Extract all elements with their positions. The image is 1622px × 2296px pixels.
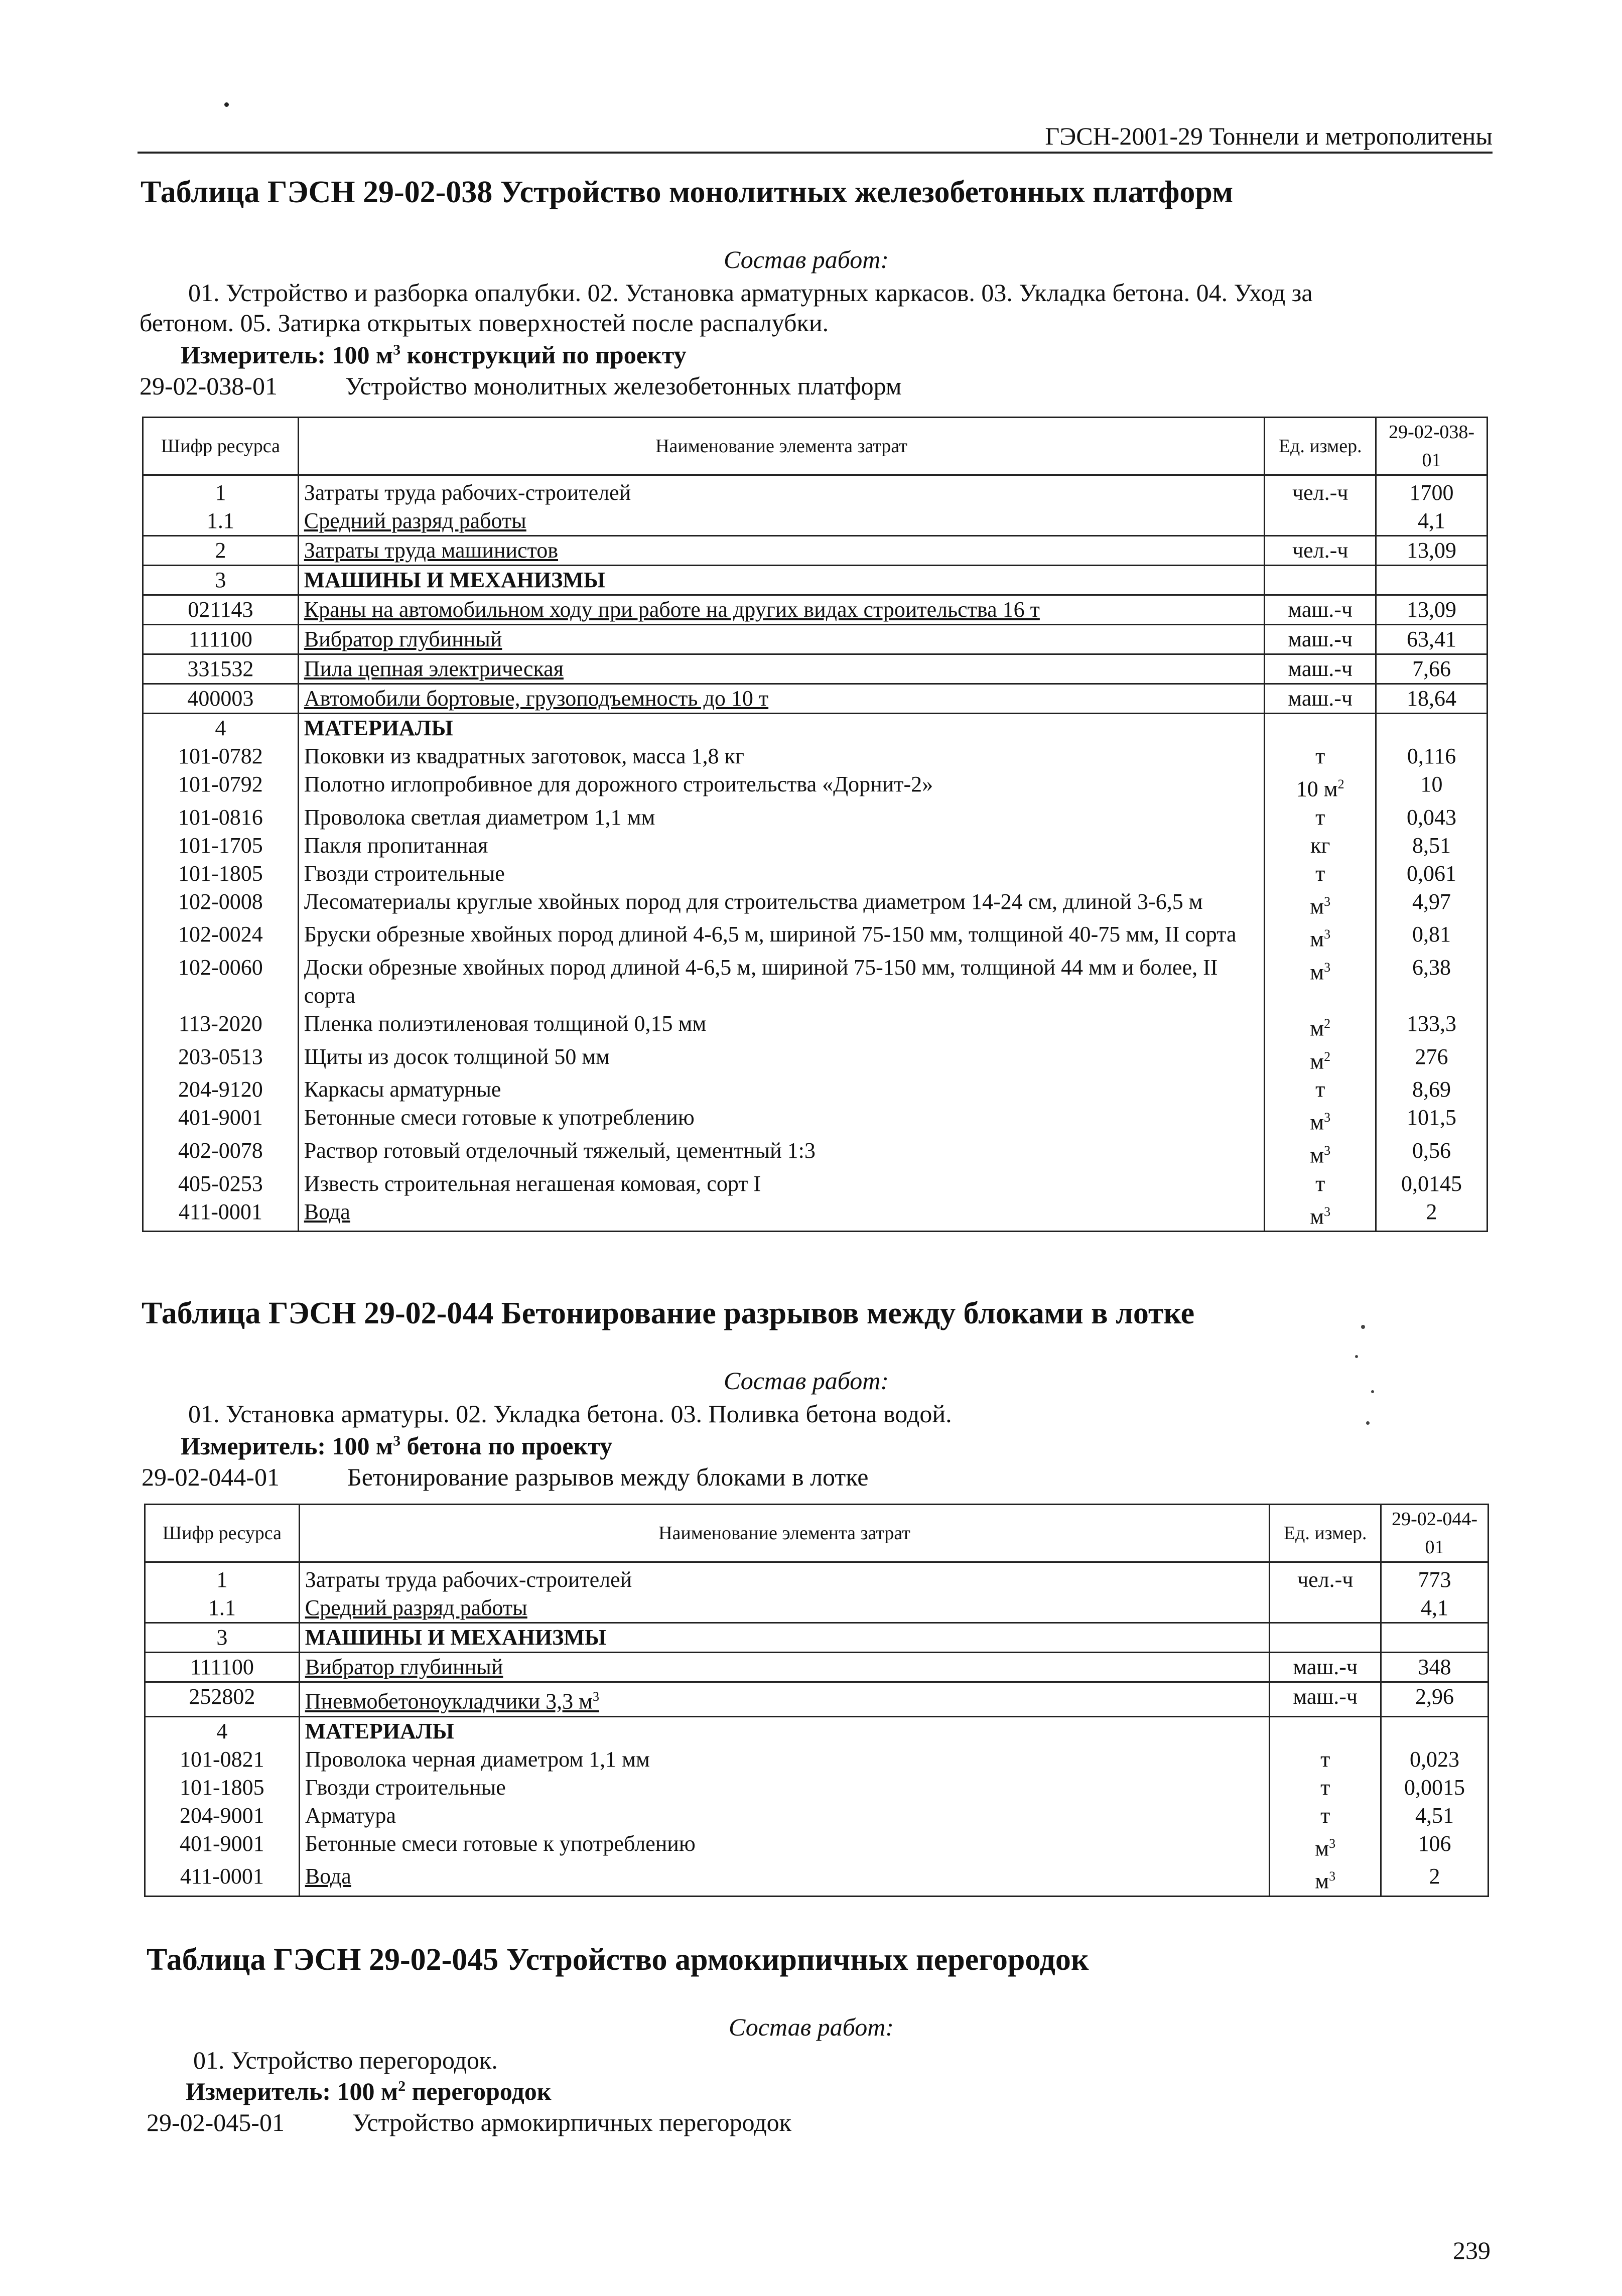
- table-row: [143, 954, 1488, 1010]
- cell-unit: маш.-ч: [1265, 595, 1376, 625]
- cell-value: 6,38: [1376, 954, 1488, 1010]
- cell-value: 8,51: [1376, 832, 1488, 860]
- cell-unit: маш.-ч: [1270, 1682, 1381, 1717]
- cell-cost-element: Затраты труда машинистов: [298, 536, 1265, 566]
- cell-value: 7,66: [1376, 654, 1488, 684]
- cell-value: 0,116: [1376, 742, 1488, 770]
- cell-resource-code: 401-9001: [145, 1830, 300, 1863]
- cell-resource-code: 101-0782: [143, 742, 299, 770]
- col-header-code: Шифр ресурса: [145, 1505, 300, 1562]
- cell-value: [1376, 714, 1488, 743]
- section2-code-name: Бетонирование разрывов между блоками в лотке: [347, 1463, 869, 1491]
- speck: [1371, 1390, 1374, 1393]
- speck: [224, 102, 229, 107]
- cell-cost-element: Затраты труда рабочих-строителей: [299, 1562, 1270, 1594]
- cell-value: 1700: [1376, 475, 1488, 507]
- cell-unit: т: [1265, 1075, 1376, 1104]
- section3-sostav-label: Состав работ:: [729, 2013, 894, 2041]
- cell-unit: маш.-ч: [1265, 684, 1376, 714]
- cell-resource-code: 4: [143, 714, 299, 743]
- cell-resource-code: 102-0060: [143, 954, 299, 1010]
- cell-cost-element: Щиты из досок толщиной 50 мм: [298, 1043, 1265, 1076]
- section3-code-line: [147, 2108, 791, 2137]
- cell-cost-element: Пила цепная электрическая: [298, 654, 1265, 684]
- cell-resource-code: 331532: [143, 654, 299, 684]
- cell-value: 8,69: [1376, 1075, 1488, 1104]
- cell-value: 18,64: [1376, 684, 1488, 714]
- section2-title: Таблица ГЭСН 29-02-044 Бетонирование разрывов между блоками в лотке: [142, 1296, 1195, 1330]
- cell-resource-code: 102-0024: [143, 920, 299, 954]
- measure-suffix: конструкций по проекту: [400, 341, 687, 369]
- cell-resource-code: 101-1705: [143, 832, 299, 860]
- table-row: [143, 654, 1488, 684]
- table-row: [145, 1653, 1489, 1682]
- table-row: [143, 684, 1488, 714]
- section2-table: [144, 1504, 1489, 1897]
- cell-cost-element: Проволока светлая диаметром 1,1 мм: [298, 803, 1265, 832]
- cell-cost-element: Вода: [299, 1862, 1270, 1896]
- cell-resource-code: 204-9001: [145, 1802, 300, 1830]
- col-header-name: Наименование элемента затрат: [299, 1505, 1270, 1562]
- cell-resource-code: 252802: [145, 1682, 300, 1717]
- table-row: [143, 714, 1488, 743]
- section3-code-name: Устройство армокирпичных перегородок: [352, 2108, 791, 2136]
- table-row: [143, 475, 1488, 507]
- table-row: [143, 1104, 1488, 1137]
- measure-suffix: бетона по проекту: [400, 1432, 613, 1460]
- cell-cost-element: Гвозди строительные: [298, 860, 1265, 888]
- cell-unit: $м^2$: [1265, 1043, 1376, 1076]
- cell-cost-element: Каркасы арматурные: [298, 1075, 1265, 1104]
- col-header-code: Шифр ресурса: [143, 418, 299, 475]
- cell-cost-element: Гвозди строительные: [299, 1774, 1270, 1802]
- cell-unit: [1270, 1716, 1381, 1745]
- cell-unit: т: [1270, 1774, 1381, 1802]
- cell-unit: $м^3$: [1270, 1830, 1381, 1863]
- section2-sostav-label: Состав работ:: [724, 1367, 889, 1395]
- cell-cost-element: Пленка полиэтиленовая толщиной 0,15 мм: [298, 1010, 1265, 1043]
- cell-unit: [1265, 714, 1376, 743]
- cell-unit: $м^3$: [1265, 920, 1376, 954]
- cell-unit: т: [1265, 860, 1376, 888]
- section1-works-line1: 01. Устройство и разборка опалубки. 02. Установка арматурных каркасов. 03. Укладка бетона. 04. Уход за: [188, 279, 1313, 307]
- col-header-name: Наименование элемента затрат: [298, 418, 1265, 475]
- cell-unit: т: [1270, 1745, 1381, 1774]
- cell-unit: т: [1265, 742, 1376, 770]
- section1-works-line2: бетоном. 05. Затирка открытых поверхностей после распалубки.: [140, 309, 829, 337]
- cell-unit: т: [1270, 1802, 1381, 1830]
- cell-resource-code: 101-0821: [145, 1745, 300, 1774]
- cell-value: 2: [1381, 1862, 1489, 1896]
- cell-value: 63,41: [1376, 625, 1488, 654]
- cell-unit: чел.-ч: [1270, 1562, 1381, 1594]
- table-row: [145, 1682, 1489, 1717]
- cell-cost-element: Средний разряд работы: [298, 507, 1265, 536]
- cell-value: 276: [1376, 1043, 1488, 1076]
- cell-unit: [1265, 566, 1376, 595]
- cell-value: 4,51: [1381, 1802, 1489, 1830]
- table-row: [145, 1623, 1489, 1653]
- cell-value: 0,043: [1376, 803, 1488, 832]
- cell-resource-code: 102-0008: [143, 888, 299, 921]
- table-row: [143, 1137, 1488, 1170]
- cell-value: 133,3: [1376, 1010, 1488, 1043]
- cell-cost-element: Бетонные смеси готовые к употреблению: [299, 1830, 1270, 1863]
- section3-works-line1: 01. Устройство перегородок.: [193, 2046, 498, 2074]
- cell-unit: т: [1265, 803, 1376, 832]
- section1-code-name: Устройство монолитных железобетонных платформ: [345, 372, 902, 400]
- cell-resource-code: 3: [145, 1623, 300, 1653]
- table-row: [145, 1862, 1489, 1896]
- cell-unit: $м^3$: [1265, 1198, 1376, 1232]
- section1-table: [142, 417, 1488, 1232]
- cell-resource-code: 1: [143, 475, 299, 507]
- cell-resource-code: 101-1805: [145, 1774, 300, 1802]
- section3-measure: [186, 2077, 552, 2106]
- cell-resource-code: 101-1805: [143, 860, 299, 888]
- cell-cost-element: МАШИНЫ И МЕХАНИЗМЫ: [298, 566, 1265, 595]
- cell-unit: [1265, 507, 1376, 536]
- section1-code: 29-02-038-01: [140, 372, 278, 400]
- cell-unit: $м^3$: [1270, 1862, 1381, 1896]
- cell-value: 773: [1381, 1562, 1489, 1594]
- cell-unit: маш.-ч: [1265, 625, 1376, 654]
- cell-resource-code: 111100: [145, 1653, 300, 1682]
- cell-cost-element: Вибратор глубинный: [299, 1653, 1270, 1682]
- measure-suffix: перегородок: [405, 2077, 552, 2105]
- table-row: [143, 770, 1488, 803]
- speck: [1366, 1421, 1370, 1425]
- cell-value: 2: [1376, 1198, 1488, 1232]
- cell-resource-code: 203-0513: [143, 1043, 299, 1076]
- section2-works-line1: 01. Установка арматуры. 02. Укладка бетона. 03. Поливка бетона водой.: [188, 1400, 952, 1428]
- section2-code-line: [142, 1462, 868, 1492]
- measure-prefix: Измеритель: 100 м: [186, 2077, 398, 2105]
- cell-unit: маш.-ч: [1265, 654, 1376, 684]
- cell-value: 2,96: [1381, 1682, 1489, 1717]
- measure-exponent: 2: [398, 2078, 406, 2095]
- cell-value: 0,061: [1376, 860, 1488, 888]
- cell-cost-element: Средний разряд работы: [299, 1594, 1270, 1623]
- table-row: [145, 1745, 1489, 1774]
- cell-value: 4,1: [1381, 1594, 1489, 1623]
- page-number: 239: [1453, 2236, 1491, 2264]
- cell-unit: [1270, 1623, 1381, 1653]
- cell-cost-element: Доски обрезные хвойных пород длиной 4-6,5 м, шириной 75-150 мм, толщиной 44 мм и более, II сорта: [298, 954, 1265, 1010]
- cell-unit: маш.-ч: [1270, 1653, 1381, 1682]
- cell-unit: чел.-ч: [1265, 475, 1376, 507]
- measure-exponent: 3: [393, 1432, 401, 1449]
- cell-resource-code: 3: [143, 566, 299, 595]
- measure-exponent: 3: [393, 341, 401, 358]
- col-header-value: 29-02-038-01: [1376, 418, 1488, 475]
- cell-value: [1381, 1623, 1489, 1653]
- section3-title: Таблица ГЭСН 29-02-045 Устройство армокирпичных перегородок: [147, 1943, 1089, 1977]
- cell-cost-element: Поковки из квадратных заготовок, масса 1,8 кг: [298, 742, 1265, 770]
- cell-cost-element: МАТЕРИАЛЫ: [298, 714, 1265, 743]
- table-row: [145, 1830, 1489, 1863]
- table-row: [143, 742, 1488, 770]
- cell-resource-code: 111100: [143, 625, 299, 654]
- speck: [1361, 1325, 1365, 1329]
- cell-unit: т: [1265, 1170, 1376, 1198]
- cell-resource-code: 401-9001: [143, 1104, 299, 1137]
- cell-resource-code: 204-9120: [143, 1075, 299, 1104]
- cell-unit: $м^3$: [1265, 888, 1376, 921]
- cell-resource-code: 113-2020: [143, 1010, 299, 1043]
- cell-unit: [1270, 1594, 1381, 1623]
- table-row: [143, 1198, 1488, 1232]
- table-row: [143, 860, 1488, 888]
- cell-cost-element: Краны на автомобильном ходу при работе на других видах строительства 16 т: [298, 595, 1265, 625]
- cell-value: [1381, 1716, 1489, 1745]
- cell-value: 0,56: [1376, 1137, 1488, 1170]
- cell-value: 4,1: [1376, 507, 1488, 536]
- section3-code: 29-02-045-01: [147, 2108, 285, 2136]
- col-header-value: 29-02-044-01: [1381, 1505, 1489, 1562]
- cell-value: [1376, 566, 1488, 595]
- cell-cost-element: Бруски обрезные хвойных пород длиной 4-6,5 м, шириной 75-150 мм, толщиной 40-75 мм, II сорта: [298, 920, 1265, 954]
- cell-cost-element: Вода: [298, 1198, 1265, 1232]
- cell-resource-code: 411-0001: [145, 1862, 300, 1896]
- cell-cost-element: Бетонные смеси готовые к употреблению: [298, 1104, 1265, 1137]
- cell-resource-code: 405-0253: [143, 1170, 299, 1198]
- cell-unit: $м^3$: [1265, 1137, 1376, 1170]
- table-row: [145, 1802, 1489, 1830]
- cell-unit: $м^3$: [1265, 1104, 1376, 1137]
- cell-value: 101,5: [1376, 1104, 1488, 1137]
- cell-resource-code: 021143: [143, 595, 299, 625]
- cell-cost-element: Раствор готовый отделочный тяжелый, цементный 1:3: [298, 1137, 1265, 1170]
- cell-value: 0,81: [1376, 920, 1488, 954]
- cell-cost-element: МАШИНЫ И МЕХАНИЗМЫ: [299, 1623, 1270, 1653]
- section1-title: Таблица ГЭСН 29-02-038 Устройство монолитных железобетонных платформ: [141, 175, 1234, 209]
- cell-unit: 10 $м^2$: [1265, 770, 1376, 803]
- cell-cost-element: Автомобили бортовые, грузоподъемность до 10 т: [298, 684, 1265, 714]
- cell-resource-code: 101-0792: [143, 770, 299, 803]
- cell-resource-code: 1: [145, 1562, 300, 1594]
- table-row: [143, 1170, 1488, 1198]
- section1-sostav-label: Состав работ:: [724, 245, 889, 274]
- cell-cost-element: Арматура: [299, 1802, 1270, 1830]
- cell-value: 0,0145: [1376, 1170, 1488, 1198]
- table-row: [143, 1043, 1488, 1076]
- table-row: [145, 1562, 1489, 1594]
- col-header-unit: Ед. измер.: [1265, 418, 1376, 475]
- cell-resource-code: 400003: [143, 684, 299, 714]
- cell-resource-code: 402-0078: [143, 1137, 299, 1170]
- cell-value: 0,023: [1381, 1745, 1489, 1774]
- table-row: [143, 536, 1488, 566]
- cell-unit: кг: [1265, 832, 1376, 860]
- table-row: [145, 1716, 1489, 1745]
- section1-measure: [181, 340, 687, 369]
- cell-cost-element: Пакля пропитанная: [298, 832, 1265, 860]
- cell-resource-code: 2: [143, 536, 299, 566]
- running-header-title: ГЭСН-2001-29 Тоннели и метрополитены: [1045, 122, 1493, 150]
- table-row: [143, 1010, 1488, 1043]
- cell-value: 13,09: [1376, 595, 1488, 625]
- cell-unit: $м^3$: [1265, 954, 1376, 1010]
- section2-measure: [181, 1431, 612, 1460]
- table-row: [143, 566, 1488, 595]
- cell-cost-element: МАТЕРИАЛЫ: [299, 1716, 1270, 1745]
- section1-code-line: [140, 371, 902, 400]
- cell-value: 106: [1381, 1830, 1489, 1863]
- table-row: [145, 1594, 1489, 1623]
- speck: [1355, 1355, 1358, 1358]
- table-row: [143, 920, 1488, 954]
- cell-cost-element: Лесоматериалы круглые хвойных пород для строительства диаметром 14-24 см, длиной 3-6,5 м: [298, 888, 1265, 921]
- table-row: [143, 507, 1488, 536]
- cell-cost-element: Вибратор глубинный: [298, 625, 1265, 654]
- section2-code: 29-02-044-01: [142, 1463, 280, 1491]
- table-row: [143, 832, 1488, 860]
- table-row: [145, 1774, 1489, 1802]
- cell-value: 0,0015: [1381, 1774, 1489, 1802]
- cell-resource-code: 1.1: [145, 1594, 300, 1623]
- cell-unit: $м^2$: [1265, 1010, 1376, 1043]
- cell-cost-element: Известь строительная негашеная комовая, сорт I: [298, 1170, 1265, 1198]
- measure-prefix: Измеритель: 100 м: [181, 1432, 393, 1460]
- table-row: [143, 1075, 1488, 1104]
- cell-value: 348: [1381, 1653, 1489, 1682]
- cell-value: 4,97: [1376, 888, 1488, 921]
- col-header-unit: Ед. измер.: [1270, 1505, 1381, 1562]
- cell-resource-code: 4: [145, 1716, 300, 1745]
- cell-cost-element: Проволока черная диаметром 1,1 мм: [299, 1745, 1270, 1774]
- table-row: [143, 888, 1488, 921]
- cell-cost-element: Затраты труда рабочих-строителей: [298, 475, 1265, 507]
- cell-resource-code: 101-0816: [143, 803, 299, 832]
- cell-resource-code: 1.1: [143, 507, 299, 536]
- cell-resource-code: 411-0001: [143, 1198, 299, 1232]
- cell-value: 10: [1376, 770, 1488, 803]
- measure-prefix: Измеритель: 100 м: [181, 341, 393, 369]
- cell-cost-element: Полотно иглопробивное для дорожного строительства «Дорнит-2»: [298, 770, 1265, 803]
- cell-value: 13,09: [1376, 536, 1488, 566]
- table-row: [143, 595, 1488, 625]
- cell-cost-element: Пневмобетоноукладчики 3,3 $м^3$: [299, 1682, 1270, 1717]
- cell-unit: чел.-ч: [1265, 536, 1376, 566]
- table-row: [143, 625, 1488, 654]
- running-header: [138, 120, 1493, 154]
- table-row: [143, 803, 1488, 832]
